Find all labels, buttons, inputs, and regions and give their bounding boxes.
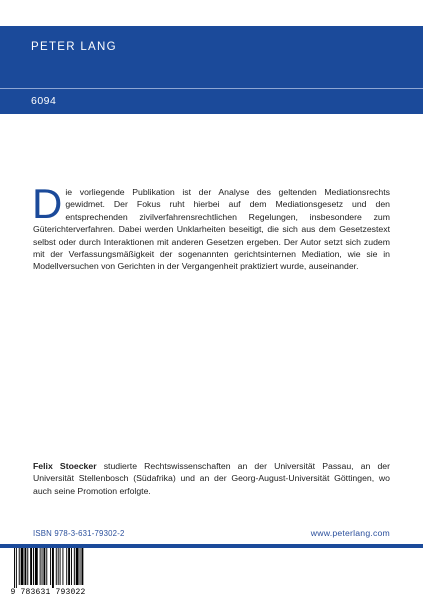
barcode-bars: [8, 548, 88, 590]
barcode-bar: [14, 548, 15, 588]
barcode-bar: [19, 548, 20, 585]
barcode-bar: [58, 548, 59, 585]
barcode-bar: [27, 548, 28, 585]
publisher-name: PETER LANG: [31, 41, 117, 53]
barcode-bar: [46, 548, 47, 585]
barcode-bar: [33, 548, 34, 585]
barcode-bar: [80, 548, 81, 585]
barcode-digits: 9 783631 793022: [10, 588, 86, 597]
barcode-bar: [76, 548, 79, 585]
drop-cap: D: [32, 180, 63, 227]
publisher-url[interactable]: www.peterlang.com: [310, 528, 390, 538]
author-name: Felix Stoecker: [33, 461, 97, 471]
barcode-bar: [68, 548, 70, 585]
series-band: [0, 89, 423, 114]
header-band: [0, 26, 423, 88]
blurb-text: ie vorliegende Publikation ist der Analyse des geltenden Mediationsrechts gewidmet. Der Fokus ruht hierbei auf dem Mediationsgesetz und den entsprechenden zivilverfahrensrechtlichen Regelungen, insbesondere zum Güterichterverfahren. Dabei werden Unklarheiten beseitigt, die sich aus dem Gesetzestext selbst oder durch Interaktionen mit anderen Gesetzen ergeben. Der Autor setzt sich zudem mit der Verfassungsmäßigkeit der sogenannten gerichtsinternen Mediation, wie sie in Modellversuchen von Gerichten in der Vergangenheit praktiziert wurde, auseinander.: [33, 187, 390, 272]
author-bio: [33, 460, 390, 497]
barcode-bar: [60, 548, 61, 585]
barcode-bar: [16, 548, 17, 588]
barcode-bar: [56, 548, 57, 585]
barcode-bar: [21, 548, 24, 585]
barcode-bar: [66, 548, 67, 585]
barcode-bar: [24, 548, 26, 585]
barcode-bar: [35, 548, 38, 585]
barcode-bar: [40, 548, 41, 585]
series-number: 6094: [31, 95, 57, 107]
barcode-bar: [71, 548, 72, 585]
barcode: [8, 548, 88, 598]
barcode-bar: [81, 548, 83, 585]
barcode-bar: [74, 548, 75, 585]
isbn: ISBN 978-3-631-79302-2: [33, 529, 125, 538]
author-bio-text: studierte Rechtswissenschaften an der Universität Passau, an der Universität Stellenbosch (Südafrika) und an der Georg-August-Universität Göttingen, wo auch seine Promotion erfolgte.: [33, 461, 390, 496]
barcode-bar: [43, 548, 45, 585]
barcode-bar: [50, 548, 51, 585]
barcode-bar: [62, 548, 63, 585]
barcode-bar: [30, 548, 32, 585]
book-blurb: [32, 180, 390, 273]
barcode-bar: [52, 548, 54, 588]
barcode-bar: [42, 548, 43, 585]
